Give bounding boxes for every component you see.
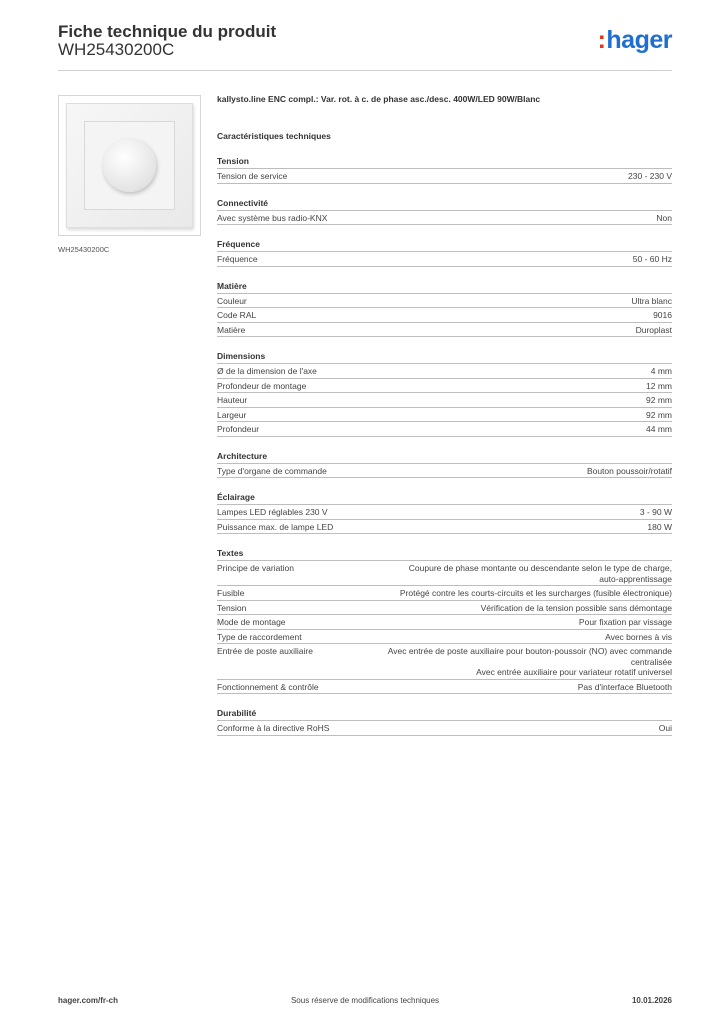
spec-row [217, 408, 672, 423]
dimmer-insert [84, 121, 175, 210]
spec-value: Bouton poussoir/rotatif [586, 465, 672, 476]
spec-row [217, 505, 672, 520]
spec-row [217, 211, 672, 226]
section-title: Matière [217, 280, 672, 294]
spec-section [217, 450, 672, 479]
section-title: Durabilité [217, 707, 672, 721]
spec-value: 44 mm [646, 424, 672, 434]
spec-row [217, 630, 672, 645]
spec-label: Entrée de poste auxiliaire [217, 646, 313, 656]
spec-value: 3 - 90 W [639, 507, 672, 517]
spec-label: Type de raccordement [217, 631, 302, 642]
spec-value: 92 mm [646, 395, 672, 405]
spec-label: Fréquence [217, 254, 258, 264]
spec-label: Type d'organe de commande [217, 465, 327, 476]
spec-value: Pour fixation par vissage [578, 617, 672, 627]
spec-section [217, 491, 672, 534]
cover-plate [66, 103, 193, 228]
spec-section [217, 197, 672, 226]
spec-section [217, 547, 672, 694]
spec-label: Fusible [217, 588, 245, 598]
spec-value: 230 - 230 V [628, 171, 672, 181]
spec-label: Conforme à la directive RoHS [217, 723, 330, 733]
spec-label: Ø de la dimension de l'axe [217, 366, 317, 376]
spec-row [217, 379, 672, 394]
spec-value: Duroplast [635, 324, 672, 335]
spec-row [217, 721, 672, 736]
spec-section [217, 350, 672, 437]
spec-row [217, 680, 672, 695]
spec-label: Principe de variation [217, 563, 295, 573]
spec-row [217, 464, 672, 479]
page-header [58, 20, 672, 71]
spec-section [217, 155, 672, 184]
section-title: Fréquence [217, 238, 672, 252]
product-code: WH25430200C [58, 40, 175, 59]
spec-row [217, 294, 672, 309]
spec-row [217, 308, 672, 323]
spec-row [217, 364, 672, 379]
spec-value: Avec entrée de poste auxiliaire pour bouton-poussoir (NO) avec commande centralisée Avec entrée auxiliaire pour variateur rotatif universel [387, 646, 672, 677]
spec-value: Vérification de la tension possible sans démontage [480, 602, 672, 613]
spec-value: 180 W [647, 521, 672, 532]
spec-label: Code RAL [217, 310, 257, 320]
spec-value: 92 mm [646, 409, 672, 420]
section-title: Connectivité [217, 197, 672, 211]
logo-colon: : [597, 26, 606, 54]
spec-label: Fonctionnement & contrôle [217, 681, 319, 692]
hager-logo [598, 26, 672, 55]
spec-value: 50 - 60 Hz [632, 254, 672, 264]
spec-label: Matière [217, 324, 246, 335]
section-title: Textes [217, 547, 672, 561]
spec-row [217, 393, 672, 408]
spec-value: Oui [658, 723, 672, 733]
section-title: Architecture [217, 450, 672, 464]
spec-row [217, 169, 672, 184]
document-title: Fiche technique du produit [58, 22, 277, 41]
spec-label: Couleur [217, 295, 247, 306]
spec-label: Profondeur [217, 424, 260, 434]
section-title: Dimensions [217, 350, 672, 364]
spec-label: Largeur [217, 409, 247, 420]
spec-value: 4 mm [650, 366, 672, 376]
spec-label: Tension [217, 602, 247, 613]
spec-value: Pas d'interface Bluetooth [577, 681, 672, 692]
spec-row [217, 422, 672, 437]
spec-value: 12 mm [646, 380, 672, 391]
spec-label: Lampes LED réglables 230 V [217, 507, 328, 517]
image-caption: WH25430200C [58, 245, 110, 254]
spec-section [217, 707, 672, 736]
spec-row [217, 644, 672, 680]
spec-sections [217, 155, 672, 736]
section-title: Éclairage [217, 491, 672, 505]
footer-notice: Sous réserve de modifications techniques [290, 996, 440, 1005]
spec-section [217, 238, 672, 267]
spec-value: Avec bornes à vis [605, 631, 672, 642]
spec-label: Tension de service [217, 171, 288, 181]
rotary-knob [103, 139, 156, 192]
spec-label: Hauteur [217, 395, 248, 405]
spec-section [217, 280, 672, 338]
spec-label: Puissance max. de lampe LED [217, 521, 334, 532]
page-footer [58, 996, 672, 1010]
spec-row [217, 561, 672, 586]
spec-content [217, 92, 672, 736]
spec-value: Coupure de phase montante ou descendante selon le type de charge, auto-apprentissage [408, 563, 672, 584]
spec-row [217, 520, 672, 535]
spec-row [217, 601, 672, 616]
spec-row [217, 586, 672, 601]
product-image [58, 95, 201, 236]
spec-row [217, 323, 672, 338]
spec-row [217, 252, 672, 267]
spec-value: Ultra blanc [631, 295, 672, 306]
footer-website[interactable]: hager.com/fr-ch [58, 996, 119, 1005]
spec-value: Non [656, 212, 672, 223]
footer-date: 10.01.2026 [631, 996, 672, 1005]
section-title: Tension [217, 155, 672, 169]
spec-value: Protégé contre les courts-circuits et les surcharges (fusible électronique) [399, 588, 672, 598]
logo-text: hager [606, 26, 672, 54]
spec-value: 9016 [653, 310, 672, 320]
spec-row [217, 615, 672, 630]
spec-label: Profondeur de montage [217, 380, 307, 391]
product-title: kallysto.line ENC compl.: Var. rot. à c. de phase asc./desc. 400W/LED 90W/Blanc [217, 94, 541, 104]
spec-label: Mode de montage [217, 617, 286, 627]
spec-label: Avec système bus radio-KNX [217, 212, 328, 223]
tech-heading: Caractéristiques techniques [217, 131, 331, 141]
